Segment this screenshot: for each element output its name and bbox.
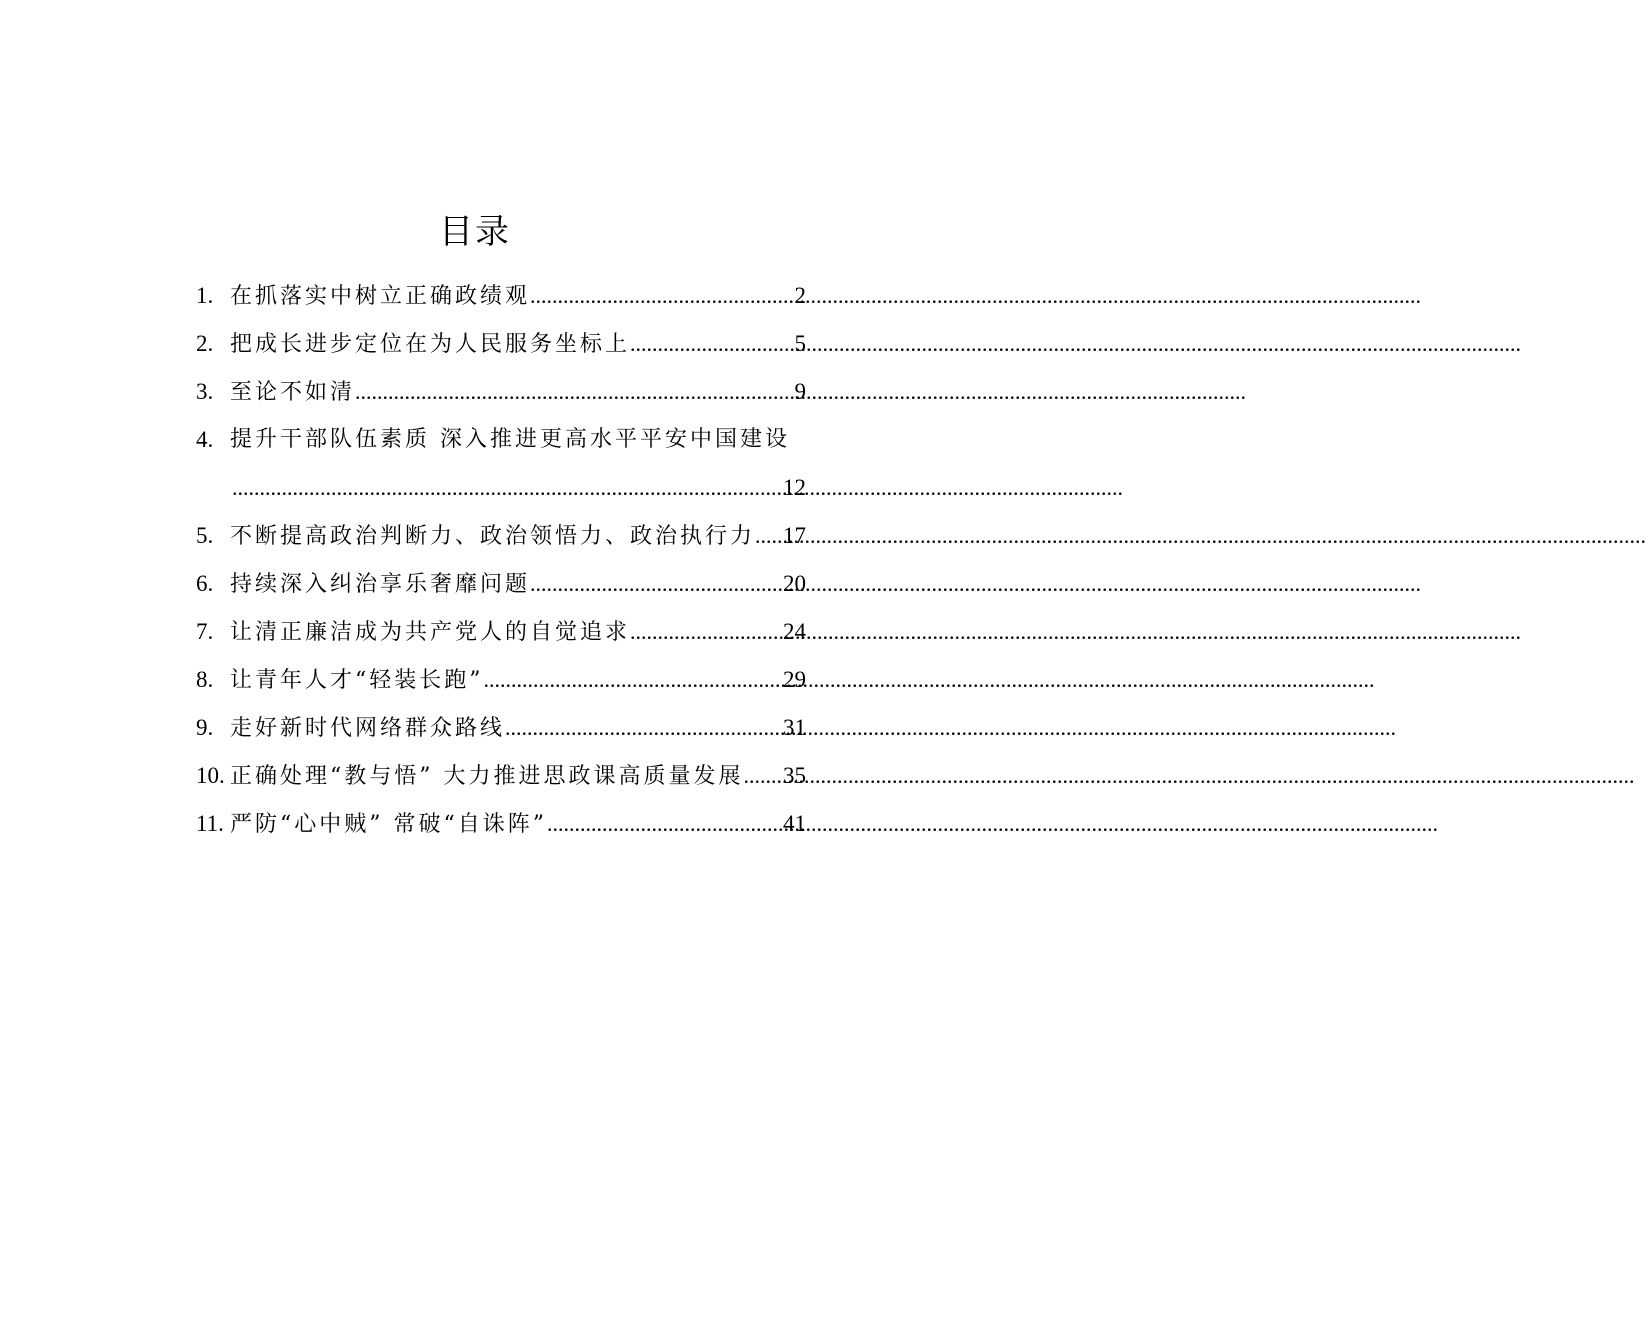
toc-entry-page: 2: [794, 283, 806, 308]
toc-entry-number: 8.: [196, 667, 214, 692]
toc-entry-page: 20: [783, 571, 806, 596]
toc-entry-page: 41: [783, 811, 806, 836]
toc-dot-leader: [630, 608, 783, 656]
toc-entry-number: 10.: [196, 763, 225, 788]
toc-entry-page: 24: [783, 619, 806, 644]
toc-entry-title: 走好新时代网络群众路线: [230, 716, 506, 741]
toc-dot-leader: [547, 800, 783, 848]
table-of-contents: [196, 272, 806, 848]
toc-entry-8[interactable]: [196, 656, 806, 704]
toc-dot-leader: [530, 560, 783, 608]
toc-entry-1[interactable]: [196, 272, 806, 320]
toc-entry-title: 至论不如清: [230, 380, 356, 405]
toc-entry-number: 3.: [196, 379, 214, 404]
toc-dot-leader: [355, 368, 794, 416]
toc-entry-3[interactable]: [196, 368, 806, 416]
toc-dot-leader: [530, 272, 794, 320]
toc-entry-number: 5.: [196, 523, 214, 548]
toc-entry-number: 9.: [196, 715, 214, 740]
toc-entry-page: 29: [783, 667, 806, 692]
toc-entry-title: 让青年人才“轻装长跑”: [230, 668, 484, 693]
page-title: 目录: [439, 212, 511, 252]
toc-entry-number: 4.: [196, 427, 214, 452]
toc-entry-number: 2.: [196, 331, 214, 356]
toc-entry-page: 35: [783, 763, 806, 788]
toc-entry-title: 不断提高政治判断力、政治领悟力、政治执行力: [230, 524, 756, 549]
toc-entry-10[interactable]: [196, 752, 806, 800]
toc-entry-11[interactable]: [196, 800, 806, 848]
toc-entry-page: 9: [794, 379, 806, 404]
toc-entry-page: 31: [783, 715, 806, 740]
toc-entry-title: 正确处理“教与悟” 大力推进思政课高质量发展: [230, 764, 744, 789]
toc-dot-leader: [505, 704, 783, 752]
toc-entry-page: 5: [794, 331, 806, 356]
toc-entry-9[interactable]: [196, 704, 806, 752]
toc-entry-number: 1.: [196, 283, 214, 308]
toc-entry-title: 提升干部队伍素质 深入推进更高水平平安中国建设: [230, 427, 790, 452]
toc-dot-leader: [232, 464, 777, 512]
toc-entry-2[interactable]: [196, 320, 806, 368]
toc-entry-7[interactable]: [196, 608, 806, 656]
toc-entry-line-1: [196, 416, 806, 464]
toc-dot-leader: [630, 320, 794, 368]
toc-entry-line-2: [196, 464, 806, 512]
toc-entry-title: 把成长进步定位在为人民服务坐标上: [230, 332, 631, 357]
toc-entry-page: 17: [783, 523, 806, 548]
toc-entry-number: 11.: [196, 811, 224, 836]
toc-entry-title: 在抓落实中树立正确政绩观: [230, 284, 531, 309]
toc-entry-5[interactable]: [196, 512, 806, 560]
toc-entry-page: 12: [783, 475, 806, 500]
toc-entry-title: 严防“心中贼” 常破“自诛阵”: [230, 812, 547, 837]
toc-entry-6[interactable]: [196, 560, 806, 608]
toc-entry-number: 7.: [196, 619, 214, 644]
toc-entry-number: 6.: [196, 571, 214, 596]
toc-dot-leader: [484, 656, 784, 704]
toc-dot-leader: [755, 512, 783, 560]
toc-dot-leader: [744, 752, 784, 800]
toc-entry-title: 持续深入纠治享乐奢靡问题: [230, 572, 531, 597]
toc-entry-title: 让清正廉洁成为共产党人的自觉追求: [230, 620, 631, 645]
toc-entry-4[interactable]: [196, 416, 806, 512]
